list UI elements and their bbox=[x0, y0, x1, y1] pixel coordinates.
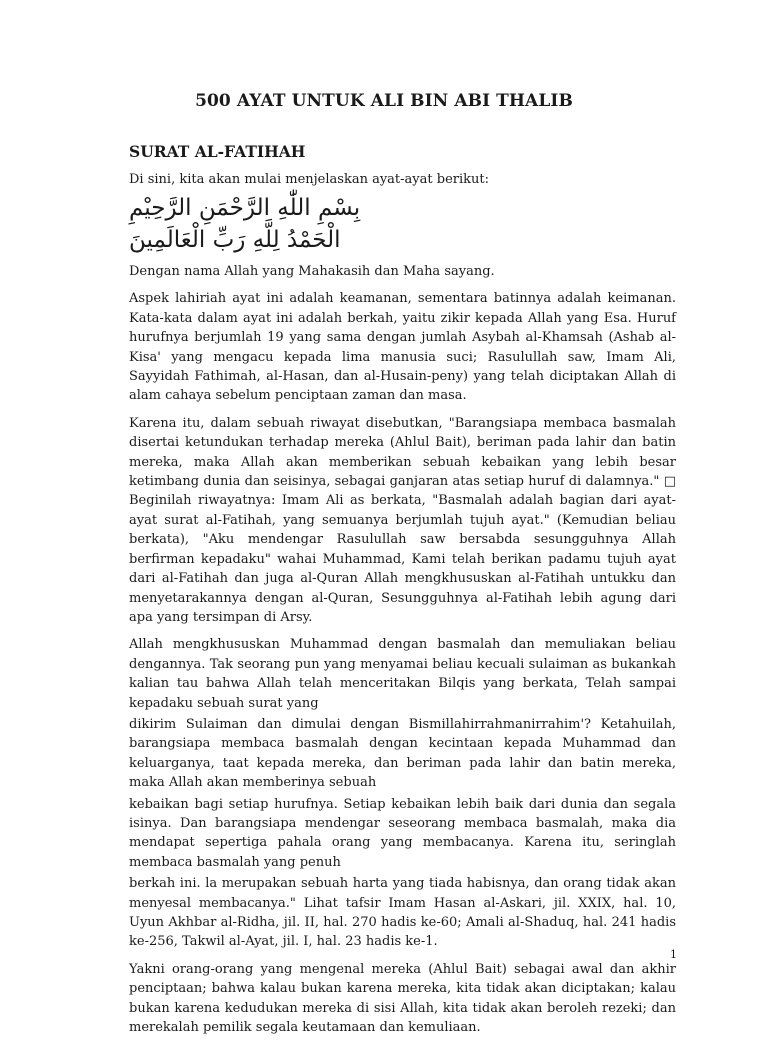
paragraph-berkah: berkah ini. la merupakan sebuah harta yang tiada habisnya, dan orang tidak akan menyesal membacanya." Lihat tafsir Imam Hasan al-Askari, jil. XXIX, hal. 10, Uyun Akhbar al-Ridha, jil. II, hal. 270 hadis ke-60; Amali al-Shaduq, hal. 241 hadis ke-256, Takwil al-Ayat, jil. I, hal. 23 hadis ke-1. bbox=[129, 876, 676, 950]
paragraph-translation: Dengan nama Allah yang Mahakasih dan Maha sayang. bbox=[129, 264, 495, 279]
section-heading: SURAT AL-FATIHAH bbox=[129, 142, 306, 161]
paragraph-riwayat: Karena itu, dalam sebuah riwayat disebutkan, "Barangsiapa membaca basmalah disertai ketundukan terhadap mereka (Ahlul Bait), beriman pada lahir dan batin mereka, maka Allah akan memberikan sebuah kebaikan yang lebih besar ketimbang dunia dan seisinya, sebagai ganjaran atas setiap huruf di dalamnya." □ Beginilah riwayatnya: Imam Ali as berkata, "Basmalah adalah bagian dari ayat-ayat surat al-Fatihah, yang semuanya berjumlah tujuh ayat." (Kemudian beliau berkata), "Aku mendengar Rasulullah saw bersabda sesungguhnya Allah berfirman kepadaku" wahai Muhammad, Kami telah berikan padamu tujuh ayat dari al-Fatihah dan juga al-Quran Allah mengkhususkan al-Fatihah untukku dan menyetarakannya dengan al-Quran, Sesungguhnya al-Fatihah lebih agung dari apa yang tersimpan di Arsy. bbox=[129, 415, 676, 625]
arabic-verse-basmalah: بِسْمِ اللّٰهِ الرَّحْمَنِ الرَّحِيْمِ bbox=[129, 195, 361, 221]
paragraph-aspek-lahiriah: Aspek lahiriah ayat ini adalah keamanan, sementara batinnya adalah keimanan. Kata-kata dalam ayat ini adalah berkah, yaitu zikir kepada Allah yang Esa. Huruf hurufnya berjumlah 19 yang sama dengan jumlah Asybah al-Khamsah (Ashab al-Kisa' yang mengacu kepada lima manusia suci; Rasulullah saw, Imam Ali, Sayyidah Fathimah, al-Hasan, dan al-Husain-peny) yang telah diciptakan Allah di alam cahaya sebelum penciptaan zaman dan masa. bbox=[129, 291, 676, 404]
page-number: 1 bbox=[670, 948, 677, 961]
document-title: 500 AYAT UNTUK ALI BIN ABI THALIB bbox=[195, 91, 573, 111]
arabic-verse-hamdalah: الْحَمْدُ لِلَّهِ رَبِّ الْعَالَمِينَ bbox=[129, 227, 341, 253]
paragraph-mengkhususkan: Allah mengkhususkan Muhammad dengan basmalah dan memuliakan beliau dengannya. Tak seorang pun yang menyamai beliau kecuali sulaiman as bukankah kalian tau bahwa Allah telah menceritakan Bilqis yang berkata, Telah sampai kepadaku sebuah surat yang bbox=[129, 637, 676, 711]
paragraph-sulaiman: dikirim Sulaiman dan dimulai dengan Bismillahirrahmanirrahim'? Ketahuilah, barangsiapa membaca basmalah dengan kecintaan kepada Muhammad dan keluarganya, taat kepada mereka, dan beriman pada lahir dan batin mereka, maka Allah akan memberinya sebuah bbox=[129, 716, 676, 791]
paragraph-kebaikan: kebaikan bagi setiap hurufnya. Setiap kebaikan lebih baik dari dunia dan segala isinya. Dan barangsiapa mendengar seseorang membaca basmalah, maka dia mendapat sepertiga pahala orang yang membacanya. Karena itu, seringlah membaca basmalah yang penuh bbox=[129, 796, 676, 870]
paragraph-yakni: Yakni orang-orang yang mengenal mereka (Ahlul Bait) sebagai awal dan akhir penciptaan; bahwa kalau bukan karena mereka, kita tidak akan diciptakan; kalau bukan karena kedudukan mereka di sisi Allah, kita tidak akan beroleh rezeki; dan merekalah pemilik segala keutamaan dan kemuliaan. bbox=[129, 961, 676, 1036]
intro-text: Di sini, kita akan mulai menjelaskan ayat-ayat berikut: bbox=[129, 172, 489, 187]
document-body bbox=[129, 142, 676, 1045]
